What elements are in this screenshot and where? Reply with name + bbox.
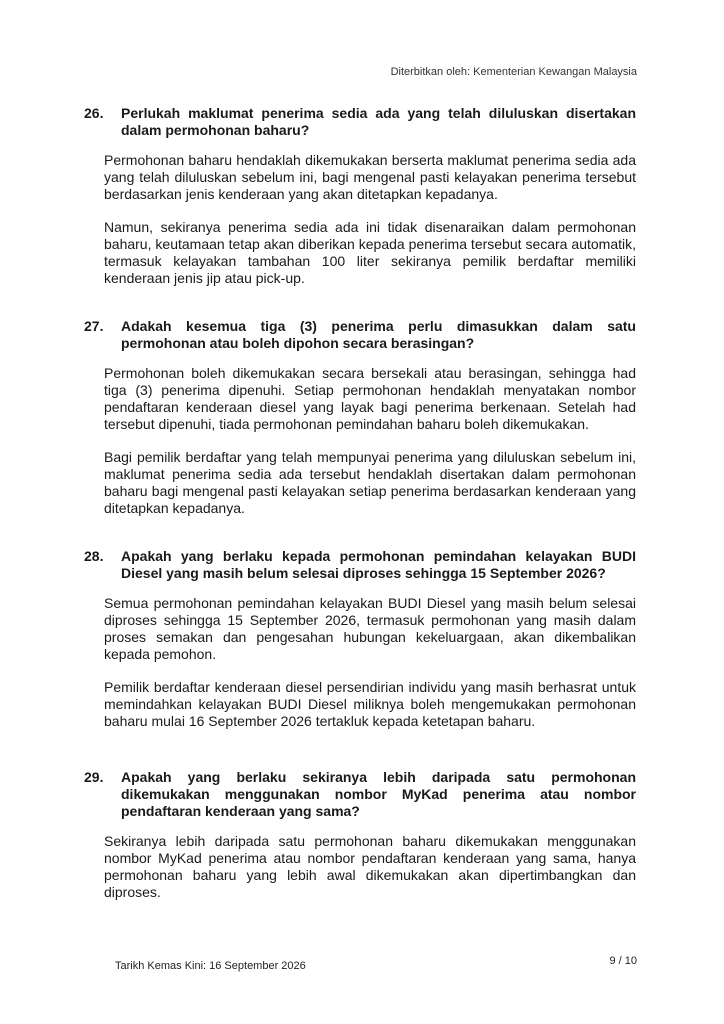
answer-paragraph: Namun, sekiranya penerima sedia ada ini tidak disenaraikan dalam permohonan baharu, keutamaan tetap akan diberikan kepada penerima tersebut secara automatik, termasuk kelayakan tambahan 100 liter sekiranya pemilik berdaftar memiliki kenderaan jenis jip atau pick-up. [104, 219, 636, 286]
question-text: Apakah yang berlaku sekiranya lebih daripada satu permohonan dikemukakan menggunakan nombor MyKad penerima atau nombor pendaftaran kenderaan yang sama? [121, 769, 636, 819]
faq-item-29 [84, 769, 636, 901]
question-text: Perlukah maklumat penerima sedia ada yang telah diluluskan disertakan dalam permohonan baharu? [121, 105, 636, 138]
faq-answer [104, 595, 636, 730]
question-number: 29. [84, 769, 104, 785]
faq-answer [104, 365, 636, 517]
answer-paragraph: Permohonan baharu hendaklah dikemukakan berserta maklumat penerima sedia ada yang telah diluluskan sebelum ini, bagi mengenal pasti kelayakan penerima tersebut berdasarkan jenis kenderaan yang akan ditetapkan kepadanya. [104, 152, 636, 202]
answer-paragraph: Permohonan boleh dikemukakan secara bersekali atau berasingan, sehingga had tiga (3) penerima dipenuhi. Setiap permohonan hendaklah menyatakan nombor pendaftaran kenderaan diesel yang layak bagi penerima berkenaan. Setelah had tersebut dipenuhi, tiada permohonan pemindahan baharu boleh dikemukakan. [104, 365, 636, 432]
last-updated-date: Tarikh Kemas Kini: 16 September 2026 [115, 960, 306, 972]
question-number: 27. [84, 318, 104, 334]
faq-answer [104, 152, 636, 287]
answer-paragraph: Sekiranya lebih daripada satu permohonan baharu dikemukakan menggunakan nombor MyKad penerima atau nombor pendaftaran kenderaan yang sama, hanya permohonan baharu yang lebih awal dikemukakan akan dipertimbangkan dan diproses. [104, 833, 636, 900]
faq-question [84, 548, 636, 582]
faq-question [84, 105, 636, 139]
question-text: Adakah kesemua tiga (3) penerima perlu dimasukkan dalam satu permohonan atau boleh dipohon secara berasingan? [121, 318, 636, 351]
answer-paragraph: Semua permohonan pemindahan kelayakan BUDI Diesel yang masih belum selesai diproses sehingga 15 September 2026, termasuk permohonan yang masih dalam proses semakan dan pengesahan hubungan kekeluargaan, akan dikembalikan kepada pemohon. [104, 595, 636, 662]
answer-paragraph: Bagi pemilik berdaftar yang telah mempunyai penerima yang diluluskan sebelum ini, maklumat penerima sedia ada tersebut hendaklah disertakan dalam permohonan baharu bagi mengenal pasti kelayakan setiap penerima berdasarkan kenderaan yang ditetapkan kepadanya. [104, 449, 636, 516]
faq-question [84, 769, 636, 820]
faq-item-27 [84, 318, 636, 517]
question-text: Apakah yang berlaku kepada permohonan pemindahan kelayakan BUDI Diesel yang masih belum selesai diproses sehingga 15 September 2026? [121, 548, 636, 581]
faq-question [84, 318, 636, 352]
publisher-header: Diterbitkan oleh: Kementerian Kewangan Malaysia [390, 66, 637, 78]
faq-answer [104, 833, 636, 901]
faq-item-26 [84, 105, 636, 287]
question-number: 28. [84, 548, 104, 564]
answer-paragraph: Pemilik berdaftar kenderaan diesel persendirian individu yang masih berhasrat untuk memindahkan kelayakan BUDI Diesel miliknya boleh mengemukakan permohonan baharu mulai 16 September 2026 tertakluk kepada ketetapan baharu. [104, 679, 636, 729]
question-number: 26. [84, 105, 104, 121]
faq-item-28 [84, 548, 636, 730]
page-number: 9 / 10 [609, 955, 637, 967]
